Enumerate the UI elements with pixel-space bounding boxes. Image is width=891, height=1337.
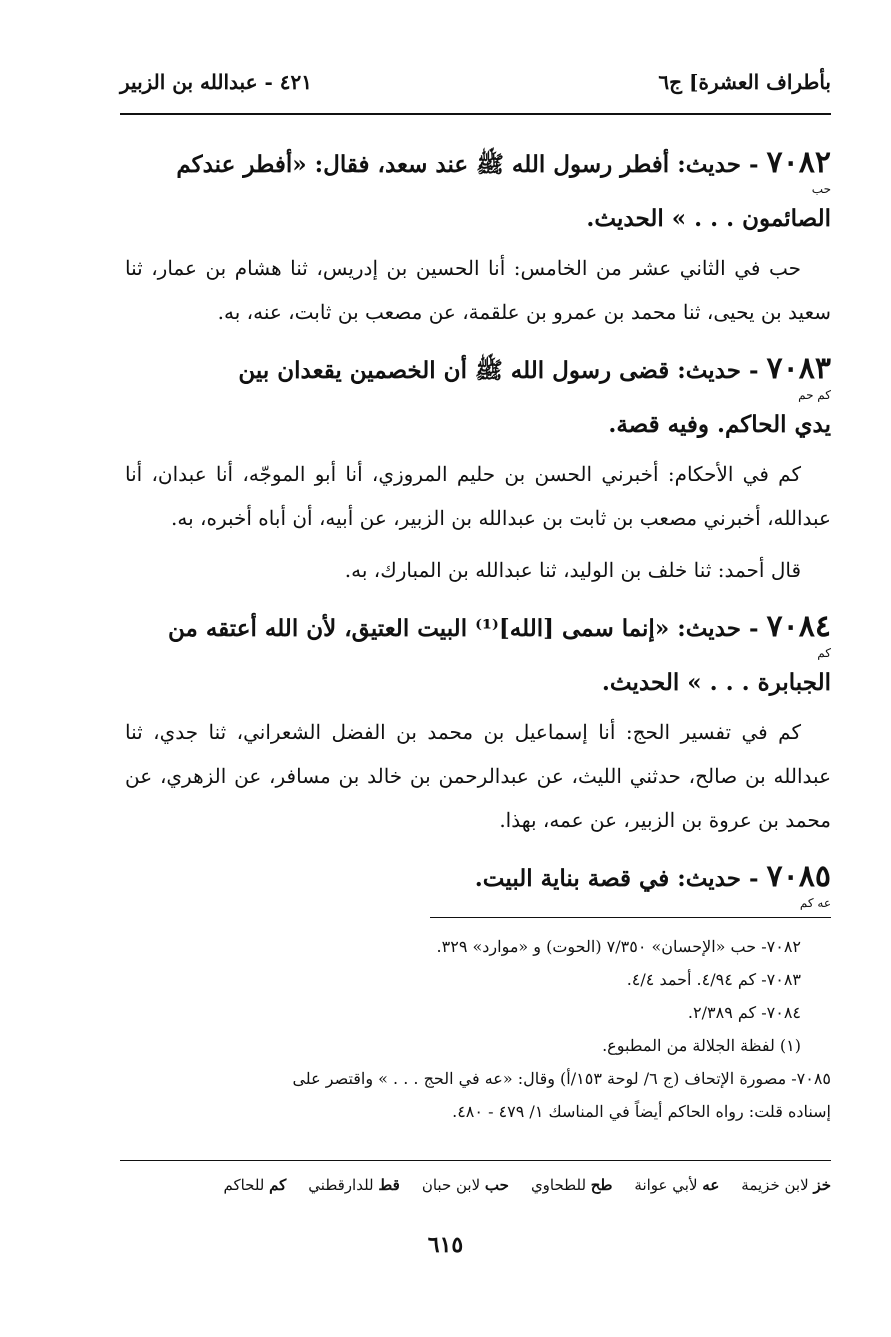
hadith-entry	[125, 854, 831, 910]
abbreviation: عه لأبي عوانة	[634, 1176, 720, 1194]
entry-heading-text: - حديث: في قصة بناية البيت.	[474, 865, 759, 892]
footnote: ٧٠٨٤- كم ٢/٣٨٩.	[687, 1003, 801, 1022]
isnad-paragraph: كم في تفسير الحج: أنا إسماعيل بن محمد بن الفضل الشعراني، ثنا جدي، ثنا عبدالله بن صالح، حدثني الليث، عن عبدالرحمن بن خالد بن مسافر، عن الزهري، عن محمد بن عروة بن الزبير، عن عمه، بهذا.	[125, 720, 831, 832]
abbreviations-key	[120, 1176, 831, 1194]
footnote: إسناده قلت: رواه الحاكم أيضاً في المناسك ١/ ٤٧٩ - ٤٨٠.	[452, 1102, 831, 1121]
entry-heading-text: - حديث: «إنما سمى [الله]⁽¹⁾ البيت العتيق، لأن الله أعتقه من	[168, 615, 759, 642]
source-symbol: كم حم	[798, 388, 831, 402]
abbreviation: خز لابن خزيمة	[741, 1176, 831, 1194]
source-symbol: كم	[817, 646, 831, 660]
entry-heading-continuation: الجبابرة . . . » الحديث.	[601, 669, 831, 696]
entry-number: ٧٠٨٢	[766, 145, 831, 180]
header-rule	[120, 113, 831, 115]
entry-heading	[125, 604, 831, 706]
header-section: ٤٢١ - عبدالله بن الزبير	[120, 70, 312, 94]
footnote: ٧٠٨٣- كم ٤/٩٤. أحمد ٤/٤.	[626, 970, 801, 989]
entry-number: ٧٠٨٤	[766, 609, 831, 644]
source-symbol: عه كم	[799, 896, 831, 910]
entry-heading	[125, 854, 831, 910]
source-symbol: حب	[811, 182, 831, 196]
isnad-paragraph: قال أحمد: ثنا خلف بن الوليد، ثنا عبدالله بن المبارك، به.	[344, 558, 801, 582]
entry-heading-text: - حديث: قضى رسول الله ﷺ أن الخصمين يقعدان بين	[238, 357, 759, 384]
entry-heading	[125, 346, 831, 448]
entry-heading	[125, 140, 831, 242]
footnote: ٧٠٨٥- مصورة الإتحاف (ج ٦/ لوحة ١٥٣/أ) وقال: «عه في الحج . . . » واقتصر على	[292, 1069, 831, 1088]
hadith-entry	[125, 140, 831, 334]
isnad-paragraph: حب في الثاني عشر من الخامس: أنا الحسين بن إدريس، ثنا هشام بن عمار، ثنا سعيد بن يحيى، ثنا محمد بن عمرو بن علقمة، عن مصعب بن ثابت، عنه، به.	[125, 256, 831, 324]
footnote: ٧٠٨٢- حب «الإحسان» ٧/٣٥٠ (الحوت) و «موارد» ٣٢٩.	[436, 937, 801, 956]
hadith-entry	[125, 604, 831, 842]
abbreviation: حب لابن حبان	[421, 1176, 509, 1194]
entry-heading-continuation: يدي الحاكم. وفيه قصة.	[608, 411, 831, 438]
abbreviation: قط للدارقطني	[308, 1176, 400, 1194]
abbreviations-rule	[120, 1160, 831, 1161]
abbreviation: طح للطحاوي	[530, 1176, 613, 1194]
footnote: (١) لفظة الجلالة من المطبوع.	[602, 1036, 801, 1055]
header-book-title: بأطراف العشرة] ج٦	[658, 70, 831, 94]
footnote-rule	[430, 917, 831, 918]
isnad-paragraph: كم في الأحكام: أخبرني الحسن بن حليم المروزي، أنا أبو الموجّه، أنا عبدان، أنا عبدالله، أخبرني مصعب بن ثابت بن عبدالله بن الزبير، عن أبيه، أن أباه أخبره، به.	[125, 462, 831, 530]
entry-number: ٧٠٨٥	[766, 859, 831, 894]
hadith-entry	[125, 346, 831, 592]
running-header	[120, 62, 831, 102]
main-text	[125, 140, 831, 922]
footnotes	[125, 930, 831, 1128]
entry-number: ٧٠٨٣	[766, 351, 831, 386]
entry-heading-continuation: الصائمون . . . » الحديث.	[586, 205, 831, 232]
entry-heading-text: - حديث: أفطر رسول الله ﷺ عند سعد، فقال: «أفطر عندكم	[176, 151, 759, 178]
page-number: ٦١٥	[427, 1232, 464, 1258]
abbreviation: كم للحاكم	[223, 1176, 287, 1194]
